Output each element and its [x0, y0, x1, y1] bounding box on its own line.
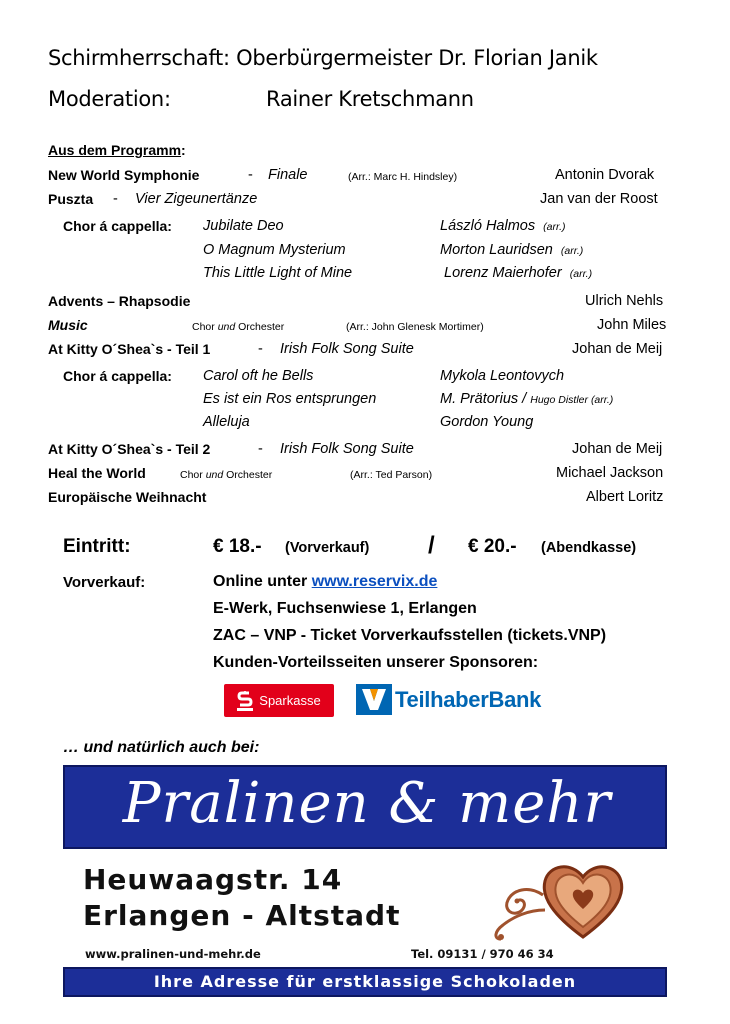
presale-kunden-rest: unserer Sponsoren:	[386, 654, 539, 671]
program-title: Advents – Rhapsodie	[48, 293, 191, 309]
choir-composer: Gordon Young	[440, 414, 534, 430]
banner-address-street: Heuwaagstr. 14	[83, 863, 343, 896]
program-piece: Irish Folk Song Suite	[280, 341, 414, 357]
program-note-orchester: Orchester	[238, 321, 285, 333]
program-heading	[48, 142, 186, 158]
program-title: Music	[48, 317, 88, 333]
price-boxoffice: € 20.-	[468, 536, 517, 557]
choir-composer-arr: (arr.)	[560, 245, 584, 257]
choir-composer	[444, 265, 592, 281]
presale-label: Vorverkauf:	[63, 574, 146, 591]
program-composer: Antonin Dvorak	[555, 167, 655, 183]
presale-online-prefix: Online unter	[213, 573, 308, 590]
program-piece: Finale	[268, 167, 308, 183]
choir-composer-arr: (arr.)	[569, 268, 593, 280]
sparkasse-logo	[224, 684, 334, 717]
price-presale-note: (Vorverkauf)	[285, 540, 370, 556]
program-note-und: und	[217, 321, 236, 333]
choir-piece: O Magnum Mysterium	[203, 242, 346, 258]
also-available-at: … und natürlich auch bei:	[63, 739, 260, 756]
presale-kunden-bold: Kunden-Vorteilsseiten	[213, 654, 382, 671]
choir-composer-name: Lorenz Maierhofer	[444, 265, 562, 281]
heart-icon	[483, 855, 643, 945]
presale-zac-bold: ZAC	[213, 627, 246, 644]
choir-composer-name: M. Prätorius /	[440, 391, 527, 407]
program-arranger: (Arr.: Ted Parson)	[350, 469, 433, 481]
price-separator: /	[428, 532, 435, 559]
program-piece: Irish Folk Song Suite	[280, 441, 414, 457]
program-composer: Michael Jackson	[556, 465, 664, 481]
presale-ewerk: E-Werk, Fuchsenwiese 1, Erlangen	[213, 600, 477, 617]
program-title: At Kitty O´Shea`s - Teil 2	[48, 441, 211, 457]
program-separator: -	[113, 191, 118, 207]
program-title: At Kitty O´Shea`s - Teil 1	[48, 341, 211, 357]
choir-composer: Mykola Leontovych	[440, 368, 565, 384]
choir-label: Chor á cappella:	[63, 218, 172, 234]
program-separator: -	[258, 341, 263, 357]
presale-zac	[213, 627, 606, 645]
program-title: Puszta	[48, 191, 94, 207]
banner-phone: Tel. 09131 / 970 46 34	[411, 947, 554, 961]
program-composer: Ulrich Nehls	[585, 293, 664, 309]
program-separator: -	[248, 167, 253, 183]
choir-composer-name: László Halmos	[440, 218, 536, 234]
teilhaberbank-logo	[356, 684, 578, 715]
program-title: Heal the World	[48, 465, 146, 481]
choir-composer	[440, 242, 583, 258]
sparkasse-s-icon	[237, 691, 253, 711]
banner-slogan: Ihre Adresse für erstklassige Schokoladen	[153, 972, 577, 991]
program-composer: John Miles	[597, 317, 667, 333]
choir-piece: Alleluja	[203, 414, 250, 430]
moderation-label: Moderation:	[48, 87, 171, 111]
choir-composer-arr: Hugo Distler (arr.)	[530, 394, 614, 406]
program-piece: Vier Zigeunertänze	[135, 191, 258, 207]
choir-composer-name: Morton Lauridsen	[440, 242, 553, 258]
banner-slogan-bar	[63, 967, 667, 997]
program-arranger: (Arr.: John Glenesk Mortimer)	[346, 321, 484, 333]
patronage-line: Schirmherrschaft: Oberbürgermeister Dr. Florian Janik	[48, 46, 598, 70]
banner-address-city: Erlangen - Altstadt	[83, 899, 401, 932]
program-note-chor: Chor	[192, 321, 215, 333]
price-boxoffice-note: (Abendkasse)	[541, 540, 637, 556]
program-title: New World Symphonie	[48, 167, 200, 183]
banner-title: Pralinen & mehr	[122, 771, 612, 836]
program-separator: -	[258, 441, 263, 457]
choir-label: Chor á cappella:	[63, 368, 172, 384]
program-note-chor: Chor	[180, 469, 203, 481]
pralinen-banner	[63, 765, 667, 997]
reservix-link[interactable]: www.reservix.de	[311, 573, 438, 590]
presale-online	[213, 573, 437, 591]
presale-kunden	[213, 654, 538, 672]
choir-piece: Jubilate Deo	[203, 218, 284, 234]
program-heading-text: Aus dem Programm	[48, 142, 182, 158]
volksbank-icon	[356, 684, 392, 715]
presale-zac-rest: – VNP - Ticket Vorverkaufsstellen (tickets.VNP)	[250, 627, 607, 644]
program-note	[180, 469, 272, 481]
choir-piece: Es ist ein Ros entsprungen	[203, 391, 377, 407]
program-composer: Jan van der Roost	[540, 191, 658, 207]
program-title: Europäische Weihnacht	[48, 489, 207, 505]
program-composer: Johan de Meij	[572, 441, 663, 457]
teilhaberbank-name: TeilhaberBank	[395, 686, 542, 712]
program-note-orchester: Orchester	[226, 469, 273, 481]
price-presale: € 18.-	[213, 536, 262, 557]
choir-piece: This Little Light of Mine	[203, 265, 353, 281]
program-heading-colon: :	[181, 142, 186, 158]
admission-label: Eintritt:	[63, 536, 131, 557]
banner-website: www.pralinen-und-mehr.de	[85, 947, 261, 961]
program-composer: Johan de Meij	[572, 341, 663, 357]
sparkasse-name: Sparkasse	[259, 693, 321, 708]
moderation-name: Rainer Kretschmann	[266, 87, 474, 111]
program-note	[192, 321, 284, 333]
banner-title-bar	[63, 765, 667, 849]
program-note-und: und	[205, 469, 224, 481]
choir-composer	[440, 218, 566, 234]
choir-composer-arr: (arr.)	[543, 221, 566, 233]
program-composer: Albert Loritz	[586, 489, 664, 505]
program-arranger: (Arr.: Marc H. Hindsley)	[348, 171, 458, 183]
choir-composer	[440, 391, 613, 407]
choir-piece: Carol oft he Bells	[203, 368, 314, 384]
